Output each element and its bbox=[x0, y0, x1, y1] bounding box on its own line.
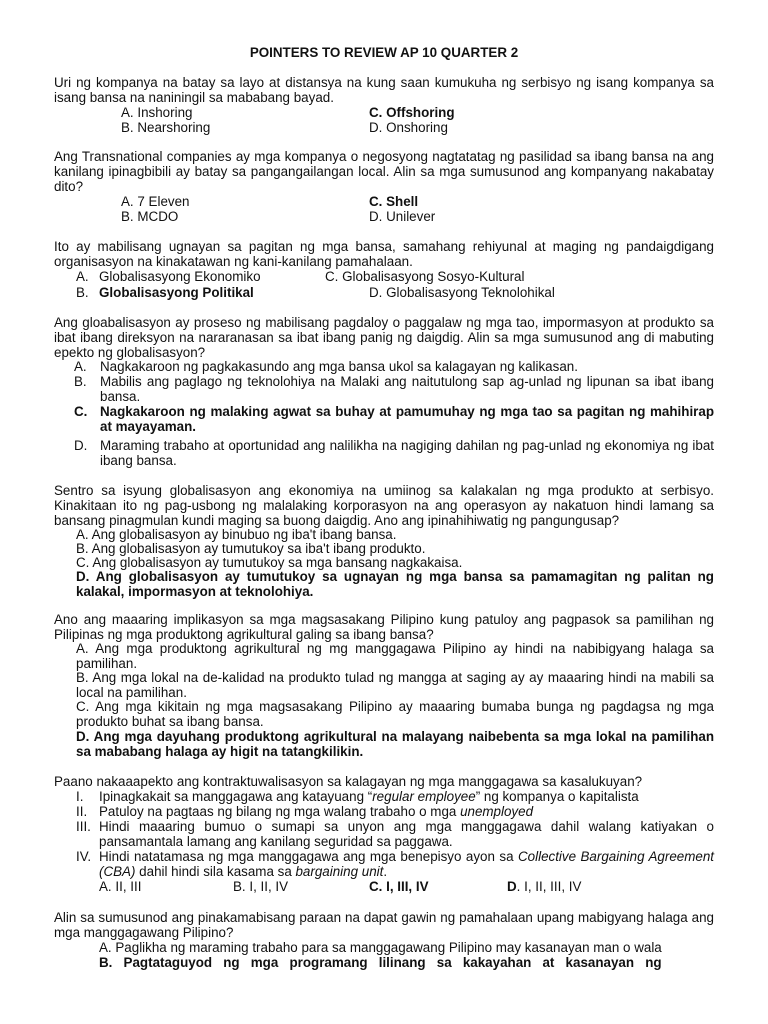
q4-option-a-text: Nagkakaroon ng pagkakasundo ang mga bansa ukol sa kalagayan ng kalikasan. bbox=[100, 359, 578, 374]
q6-option-b: B. Ang mga lokal na de-kalidad na produkto tulad ng mangga at saging ay ay maaaring hindi na mabili sa local na pamilihan. bbox=[76, 670, 714, 700]
q7-item-ii-label: II. bbox=[76, 804, 88, 819]
q6-option-c: C. Ang mga kikitain ng mga magsasakang Pilipino ay maaaring bumaba bunga ng pagdagsa ng mga produkto buhat sa ibang bansa. bbox=[76, 699, 714, 729]
q4-option-d-label: D. bbox=[74, 438, 88, 453]
q4-option-a-label: A. bbox=[74, 359, 87, 374]
q7-option-b: B. I, II, IV bbox=[233, 879, 289, 894]
q5-option-d: D. Ang globalisasyon ay tumutukoy sa ugnayan ng mga bansa sa pamamagitan ng palitan ng kalakal, impormasyon at teknolohiya. bbox=[76, 569, 714, 599]
q3-option-a-label: A. bbox=[76, 269, 89, 284]
q7-item-iv: Hindi natatamasa ng mga manggagawa ang mga benepisyo ayon sa Collective Bargaining Agreement (CBA) dahil hindi sila kasama sa bargaining unit. bbox=[99, 849, 714, 879]
q3-option-c: C. Globalisasyong Sosyo-Kultural bbox=[325, 269, 525, 284]
q7-item-iii: Hindi maaaring bumuo o sumapi sa unyon ang mga manggagawa dahil walang katiyakan o pansamantala lamang ang kanilang seguridad sa paggawa. bbox=[99, 819, 714, 849]
q7-item-i-label: I. bbox=[76, 789, 84, 804]
q3-option-a: Globalisasyong Ekonomiko bbox=[99, 269, 261, 284]
q3-option-b-label: B. bbox=[76, 285, 89, 300]
q7-item-iv-text-mid: dahil hindi sila kasama sa bbox=[135, 863, 296, 879]
q4-option-b-label: B. bbox=[74, 374, 87, 389]
q1-option-d: D. Onshoring bbox=[369, 120, 448, 135]
q8-option-b: B. Pagtataguyod ng mga programang lilinang sa kakayahan at kasanayan ng bbox=[99, 955, 662, 970]
q7-item-ii-text: Patuloy na pagtaas ng bilang ng mga walang trabaho o mga bbox=[99, 804, 461, 819]
q6-option-d: D. Ang mga dayuhang produktong agrikultural na malayang naibebenta sa mga lokal na pamilihan sa mababang halaga ay higit na tatangkilikin. bbox=[76, 729, 714, 759]
question-3-stem: Ito ay mabilisang ugnayan sa pagitan ng mga bansa, samahang rehiyunal at maging ng pandaigdigang organisasyon na kinakatawan ng kani-kanilang pamahalaan. bbox=[54, 239, 714, 269]
q7-item-iv-emphasis-2: bargaining unit bbox=[295, 863, 384, 879]
q7-item-i bbox=[99, 790, 714, 805]
q7-option-a: A. II, III bbox=[99, 879, 142, 894]
q7-item-ii bbox=[99, 805, 714, 820]
q4-option-b-text: Mabilis ang paglago ng teknolohiya na Malaki ang naitutulong sap ag-unlad ng lipunan sa ibat ibang bansa. bbox=[100, 374, 714, 404]
question-8-stem: Alin sa sumusunod ang pinakamabisang paraan na dapat gawin ng pamahalaan upang mabigyang halaga ang mga manggagawang Pilipino? bbox=[54, 910, 714, 940]
question-7-stem: Paano nakaaapekto ang kontraktuwalisasyon sa kalagayan ng mga manggagawa sa kasalukuyan? bbox=[54, 774, 643, 789]
question-6-stem: Ano ang maaaring implikasyon sa mga magsasakang Pilipino kung patuloy ang pagpasok sa pamilihan ng Pilipinas ng mga produktong agrikultural galing sa ibang bansa? bbox=[54, 612, 714, 642]
q7-item-ii-emphasis: unemployed bbox=[460, 804, 534, 819]
q3-option-d: D. Globalisasyong Teknolohikal bbox=[369, 285, 555, 300]
q4-option-c-text: Nagkakaroon ng malaking agwat sa buhay at pamumuhay ng mga tao sa pagitan ng mahihirap at mayayaman. bbox=[100, 404, 714, 434]
document-title: POINTERS TO REVIEW AP 10 QUARTER 2 bbox=[249, 45, 519, 60]
q2-option-b: B. MCDO bbox=[121, 209, 179, 224]
q7-option-d-label: D bbox=[507, 879, 517, 894]
q7-item-iii-label: III. bbox=[76, 819, 91, 834]
q5-option-c: C. Ang globalisasyon ay tumutukoy sa mga bansang nagkakaisa. bbox=[76, 555, 463, 570]
q1-option-c: C. Offshoring bbox=[369, 105, 455, 120]
q3-option-b: Globalisasyong Politikal bbox=[99, 285, 254, 300]
q5-option-a: A. Ang globalisasyon ay binubuo ng iba't ibang bansa. bbox=[76, 527, 397, 542]
q7-item-i-emphasis: regular employee bbox=[372, 789, 476, 804]
q7-item-iv-label: IV. bbox=[76, 849, 92, 864]
q4-option-a bbox=[74, 360, 714, 375]
q4-option-b bbox=[74, 375, 714, 405]
q1-option-b: B. Nearshoring bbox=[121, 120, 211, 135]
q5-option-b: B. Ang globalisasyon ay tumutukoy sa iba't ibang produkto. bbox=[76, 541, 426, 556]
q4-option-d bbox=[74, 439, 714, 469]
q7-item-i-text-end: ” ng kompanya o kapitalista bbox=[475, 789, 639, 804]
q4-option-c-label: C. bbox=[74, 404, 88, 419]
q4-option-d-text: Maraming trabaho at oportunidad ang nalilikha na nagiging dahilan ng pag-unlad ng ekonomiya ng ibat ibang bansa. bbox=[100, 438, 714, 468]
question-1-stem: Uri ng kompanya na batay sa layo at distansya na kung saan kumukuha ng serbisyo ng isang kompanya sa isang bansa na naniningil sa mababang bayad. bbox=[54, 75, 714, 105]
question-2-stem: Ang Transnational companies ay mga kompanya o negosyong nagtatatag ng pasilidad sa ibang bansa na ang kanilang ipinagbibili ay batay sa pangangailangan local. Alin sa mga sumusunod ang kompanyang nakabatay dito? bbox=[54, 149, 714, 194]
question-5-stem: Sentro sa isyung globalisasyon ang ekonomiya na umiinog sa kalakalan ng mga produkto at serbisyo. Kinakitaan ito ng pag-usbong ng malalaking korporasyon na ang operasyon ay nakatuon hindi lamang sa bansang pinagmulan kundi maging sa buong daigdig. Ano ang ipinahihiwatig ng pangungusap? bbox=[54, 483, 714, 528]
q2-option-c: C. Shell bbox=[369, 194, 419, 209]
q6-option-a: A. Ang mga produktong agrikultural ng mg manggagawa Pilipino ay hindi na nabibigyang halaga sa pamilihan. bbox=[76, 641, 714, 671]
q2-option-a: A. 7 Eleven bbox=[121, 194, 190, 209]
q7-item-iv-emphasis-1: Collective Bargaining Agreement (CBA) bbox=[99, 849, 714, 879]
q2-option-d: D. Unilever bbox=[369, 209, 436, 224]
q7-option-d bbox=[507, 880, 581, 895]
q7-item-i-text: Ipinagkakait sa manggagawa ang katayuang “ bbox=[99, 789, 373, 804]
question-4-stem: Ang gloabalisasyon ay proseso ng mabilisang pagdaloy o paggalaw ng mga tao, impormasyon at produkto sa ibat ibang direksyon na nararanasan sa ibat ibang panig ng daigdig. Alin sa mga sumusunod ang di mabuting epekto ng globalisasyon? bbox=[54, 315, 714, 360]
q8-option-a: A. Paglikha ng maraming trabaho para sa manggagawang Pilipino may kasanayan man o wala bbox=[99, 940, 662, 955]
q1-option-a: A. Inshoring bbox=[121, 105, 193, 120]
q7-option-c: C. I, III, IV bbox=[369, 879, 429, 894]
q4-option-c bbox=[74, 405, 714, 435]
q7-option-d-text: . I, II, III, IV bbox=[516, 879, 582, 894]
q7-item-iv-text: Hindi natatamasa ng mga manggagawa ang mga benepisyo ayon sa bbox=[99, 849, 518, 864]
